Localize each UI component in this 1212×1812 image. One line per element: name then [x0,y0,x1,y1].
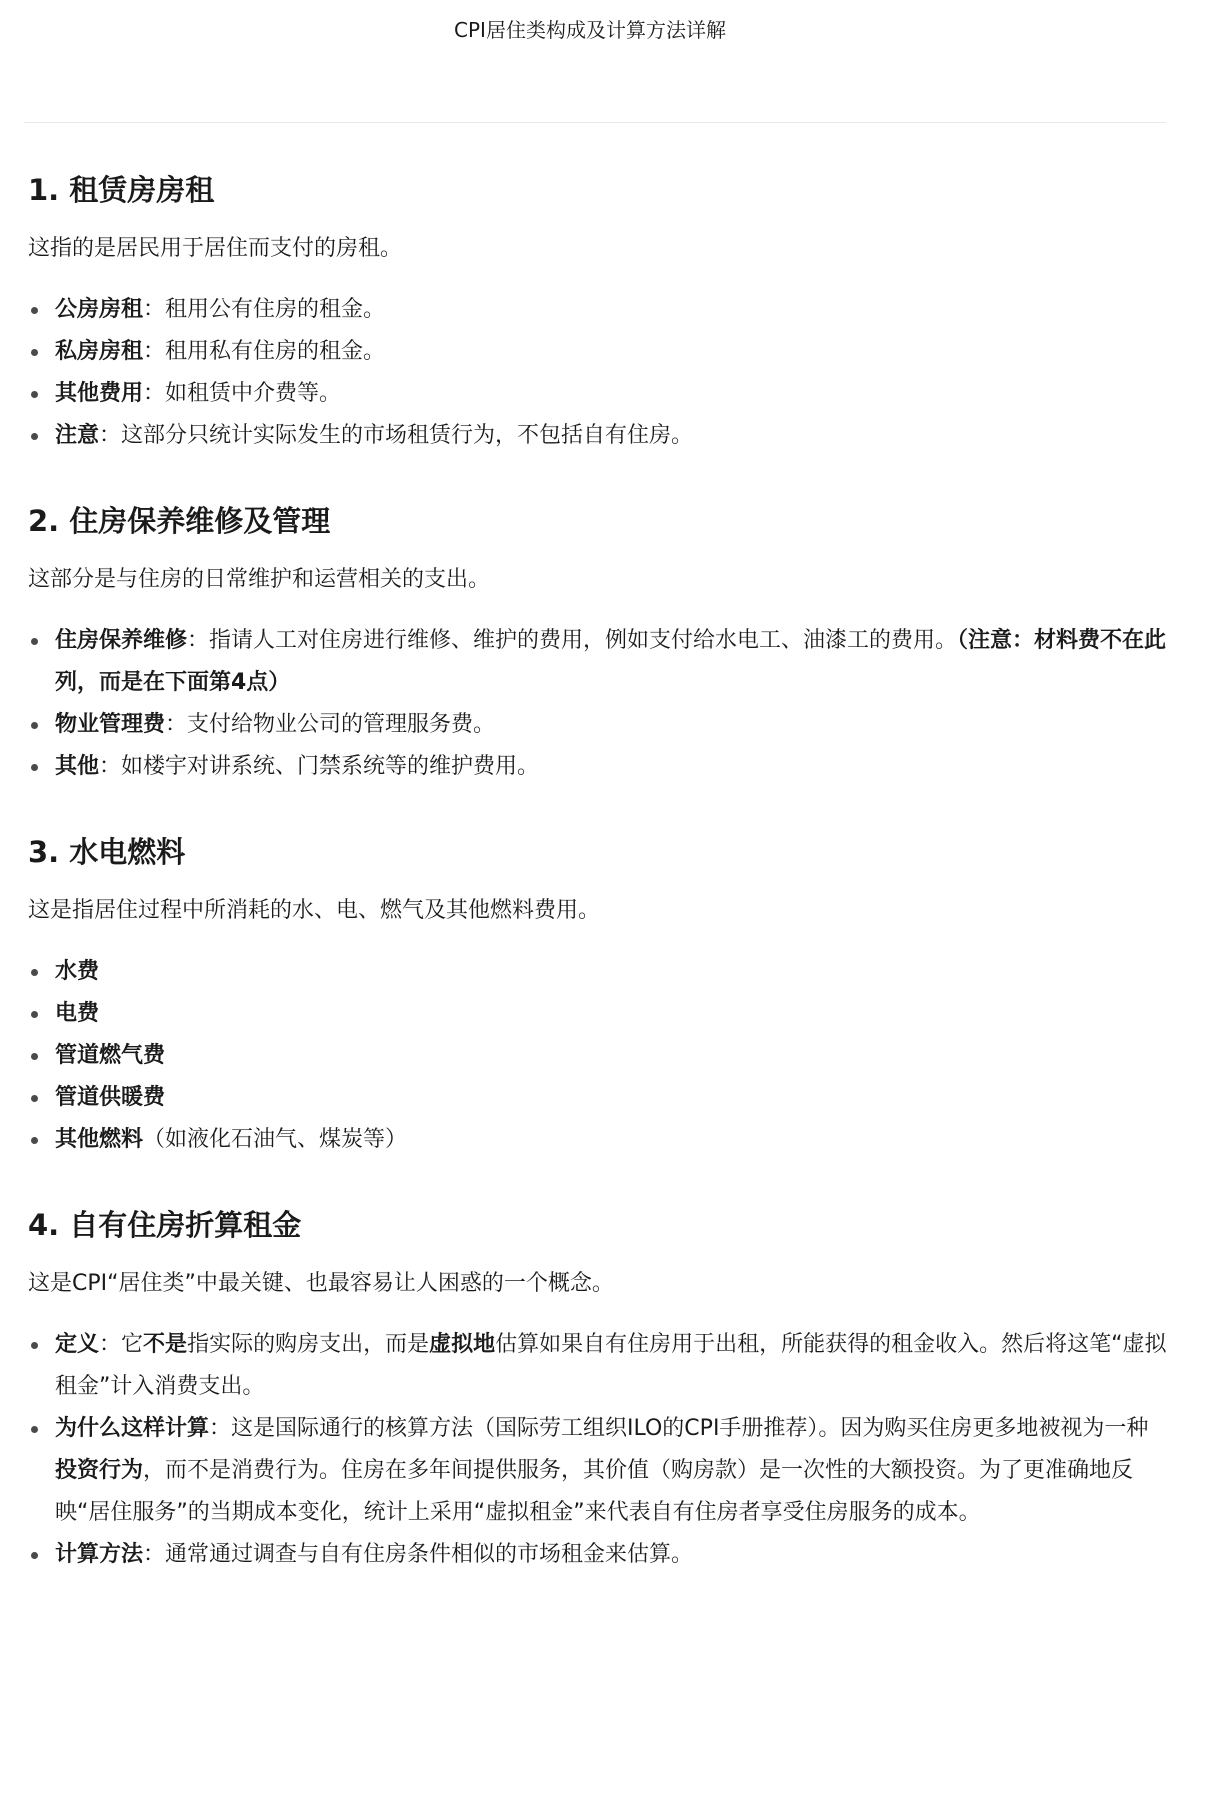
item-label: 其他 [55,754,100,779]
section-imputed-rent [28,1205,1168,1576]
bullet-list [28,289,1168,457]
item-text: 如租赁中介费等。 [165,381,342,406]
section-heading: 3. 水电燃料 [28,835,186,869]
item-text: 这部分只统计实际发生的市场租赁行为，不包括自有住房。 [121,423,694,448]
item-text: 如楼宇对讲系统、门禁系统等的维护费用。 [121,754,540,779]
item-label: 管道燃气费 [55,1043,166,1068]
list-item [28,1077,1168,1119]
item-text: 通常通过调查与自有住房条件相似的市场租金来估算。 [165,1542,694,1567]
list-item: 注意：这部分只统计实际发生的市场租赁行为，不包括自有住房。 [28,415,1168,457]
item-note: （注意：材料费不在此列，而是在下面第4点） [55,628,1167,695]
item-label: 定义 [55,1332,100,1357]
bullet-list [28,620,1168,788]
section-heading: 4. 自有住房折算租金 [28,1208,302,1242]
list-item: 私房房租：租用私有住房的租金。 [28,331,1168,373]
list-item: 计算方法：通常通过调查与自有住房条件相似的市场租金来估算。 [28,1534,1168,1576]
list-item [28,993,1168,1035]
page-title: CPI居住类构成及计算方法详解 [454,18,726,42]
item-label: 注意 [55,423,100,448]
section-utilities [28,832,1168,1161]
list-item: 为什么这样计算：这是国际通行的核算方法（国际劳工组织ILO的CPI手册推荐）。因为购买住房更多地被视为一种投资行为，而不是消费行为。住房在多年间提供服务，其价值（购房款）是一次性的大额投资。为了更准确地反映“居住服务”的当期成本变化，统计上采用“虚拟租金”来代表自有住房者享受住房服务的成本。 [28,1408,1168,1534]
item-label: 计算方法 [55,1542,144,1567]
list-item: 公房房租：租用公有住房的租金。 [28,289,1168,331]
list-item: 物业管理费：支付给物业公司的管理服务费。 [28,704,1168,746]
item-label: 水费 [55,959,100,984]
item-label: 为什么这样计算 [55,1416,210,1441]
list-item [28,1035,1168,1077]
item-text: 指请人工对住房进行维修、维护的费用，例如支付给水电工、油漆工的费用。 [209,628,958,653]
section-maintenance [28,501,1168,788]
document-body [28,170,1168,1576]
item-text: 租用私有住房的租金。 [165,339,386,364]
item-text: 支付给物业公司的管理服务费。 [187,712,496,737]
item-label: 其他费用 [55,381,144,406]
item-text: 租用公有住房的租金。 [165,297,386,322]
section-heading: 1. 租赁房房租 [28,173,215,207]
item-label: 电费 [55,1001,100,1026]
item-label: 住房保养维修 [55,628,188,653]
item-label: 私房房租 [55,339,144,364]
section-intro: 这部分是与住房的日常维护和运营相关的支出。 [28,567,491,592]
item-label: 其他燃料 [55,1127,144,1152]
section-rent [28,170,1168,457]
list-item: 其他费用：如租赁中介费等。 [28,373,1168,415]
bullet-list [28,1324,1168,1576]
list-item [28,951,1168,993]
bullet-list [28,951,1168,1161]
section-heading: 2. 住房保养维修及管理 [28,504,331,538]
item-label: 管道供暖费 [55,1085,166,1110]
divider [24,122,1166,123]
section-intro: 这是CPI“居住类”中最关键、也最容易让人困惑的一个概念。 [28,1271,614,1296]
section-intro: 这指的是居民用于居住而支付的房租。 [28,236,403,261]
item-label: 物业管理费 [55,712,166,737]
list-item: 住房保养维修：指请人工对住房进行维修、维护的费用，例如支付给水电工、油漆工的费用。（注意：材料费不在此列，而是在下面第4点） [28,620,1168,704]
section-intro: 这是指居住过程中所消耗的水、电、燃气及其他燃料费用。 [28,898,601,923]
list-item: 其他：如楼宇对讲系统、门禁系统等的维护费用。 [28,746,1168,788]
list-item: 定义：它不是指实际的购房支出，而是虚拟地估算如果自有住房用于出租，所能获得的租金收入。然后将这笔“虚拟租金”计入消费支出。 [28,1324,1168,1408]
item-text: （如液化石油气、煤炭等） [143,1127,408,1152]
list-item [28,1119,1168,1161]
item-label: 公房房租 [55,297,144,322]
